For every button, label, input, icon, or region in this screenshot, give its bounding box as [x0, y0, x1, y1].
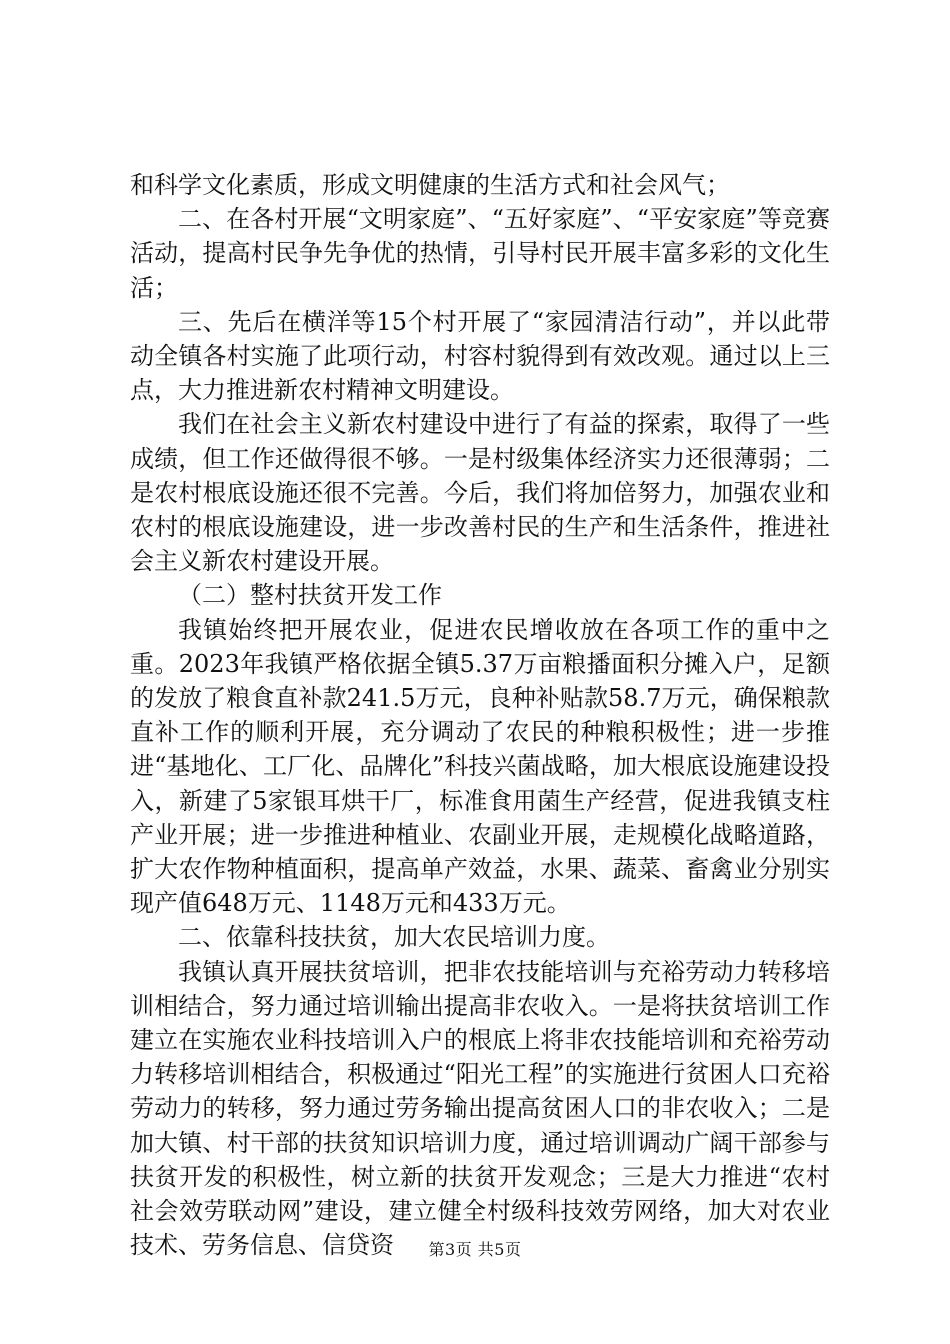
paragraph: 二、在各村开展“文明家庭”、“五好家庭”、“平安家庭”等竞赛活动，提高村民争先争优的热情，引导村民开展丰富多彩的文化生活； — [130, 205, 830, 302]
page-number: 第3页 共5页 — [428, 1240, 522, 1259]
page-footer — [0, 1240, 950, 1260]
subsection-heading: 二、依靠科技扶贫，加大农民培训力度。 — [178, 923, 610, 952]
paragraph: 我镇认真开展扶贫培训，把非农技能培训与充裕劳动力转移培训相结合，努力通过培训输出提高非农收入。一是将扶贫培训工作建立在实施农业科技培训入户的根底上将非农技能培训和充裕劳动力转移培训相结合，积极通过“阳光工程”的实施进行贫困人口充裕劳动力的转移，努力通过劳务输出提高贫困人口的非农收入；二是加大镇、村干部的扶贫知识培训力度，通过培训调动广阔干部参与扶贫开发的积极性，树立新的扶贫开发观念；三是大力推进“农村社会效劳联动网”建设，建立健全村级科技效劳网络，加大对农业技术、劳务信息、信贷资 — [130, 957, 830, 1260]
paragraph: 三、先后在横洋等15个村开展了“家园清洁行动”，并以此带动全镇各村实施了此项行动，村容村貌得到有效改观。通过以上三点，大力推进新农村精神文明建设。 — [130, 307, 830, 405]
document-body — [130, 168, 830, 1263]
section-heading: （二）整村扶贫开发工作 — [178, 581, 442, 610]
paragraph: 我们在社会主义新农村建设中进行了有益的探索，取得了一些成绩，但工作还做得很不够。一是村级集体经济实力还很薄弱；二是农村根底设施还很不完善。今后，我们将加倍努力，加强农业和农村的根底设施建设，进一步改善村民的生产和生活条件，推进社会主义新农村建设开展。 — [130, 410, 830, 576]
paragraph: 和科学文化素质，形成文明健康的生活方式和社会风气； — [130, 171, 730, 199]
paragraph: 我镇始终把开展农业，促进农民增收放在各项工作的重中之重。2023年我镇严格依据全镇5.37万亩粮播面积分摊入户，足额的发放了粮食直补款241.5万元，良种补贴款58.7万元，确保粮款直补工作的顺利开展，充分调动了农民的种粮积极性；进一步推进“基地化、工厂化、品牌化”科技兴菌战略，加大根底设施建设投入，新建了5家银耳烘干厂，标准食用菌生产经营，促进我镇支柱产业开展；进一步推进种植业、农副业开展，走规模化战略道路，扩大农作物种植面积，提高单产效益，水果、蔬菜、畜禽业分别实现产值648万元、1148万元和433万元。 — [130, 615, 830, 918]
